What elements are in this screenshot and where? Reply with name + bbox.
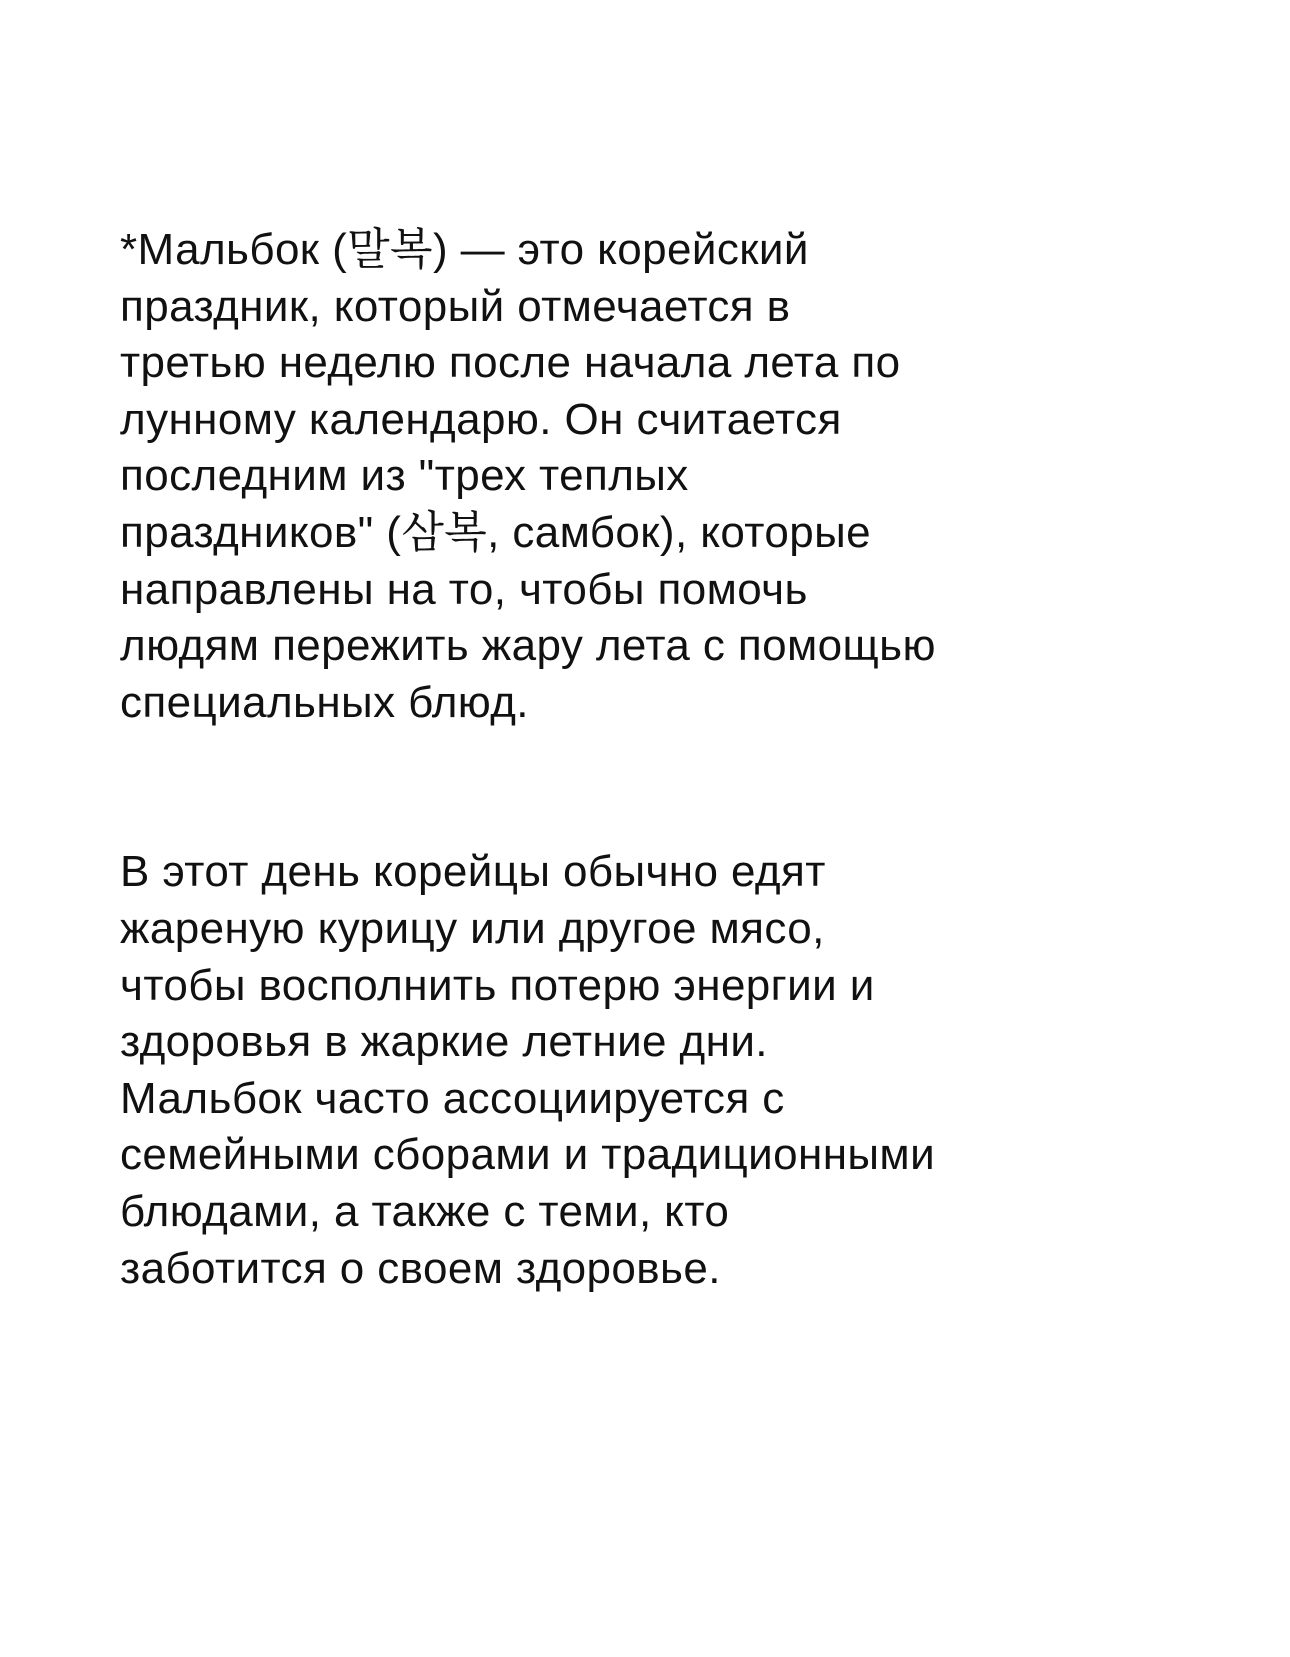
text-line: направлены на то, чтобы помочь	[120, 564, 808, 614]
text-line: жареную курицу или другое мясо,	[120, 903, 825, 953]
text-line: заботится о своем здоровье.	[120, 1243, 721, 1293]
paragraph-spacer	[120, 731, 1200, 844]
text-line: людям пережить жару лета с помощью	[120, 621, 936, 671]
text-line: праздников" (삼복, самбок), которые	[120, 507, 871, 557]
paragraph-malbok-traditions	[120, 844, 1200, 1297]
text-line: В этот день корейцы обычно едят	[120, 847, 826, 897]
text-line: специальных блюд.	[120, 677, 529, 727]
text-line: блюдами, а также с теми, кто	[120, 1186, 730, 1236]
text-line: семейными сборами и традиционными	[120, 1130, 936, 1180]
text-line: *Мальбок (말복) — это корейский	[120, 225, 809, 274]
text-line: лунному календарю. Он считается	[120, 394, 842, 444]
text-line: последним из "трех теплых	[120, 451, 689, 501]
text-line: здоровья в жаркие летние дни.	[120, 1017, 768, 1067]
paragraph-malbok-definition	[120, 222, 1200, 731]
article-text	[120, 222, 1200, 1297]
text-line: Мальбок часто ассоциируется с	[120, 1073, 785, 1123]
text-line: праздник, который отмечается в	[120, 281, 791, 331]
text-line: чтобы восполнить потерю энергии и	[120, 960, 875, 1010]
text-line: третью неделю после начала лета по	[120, 338, 901, 388]
